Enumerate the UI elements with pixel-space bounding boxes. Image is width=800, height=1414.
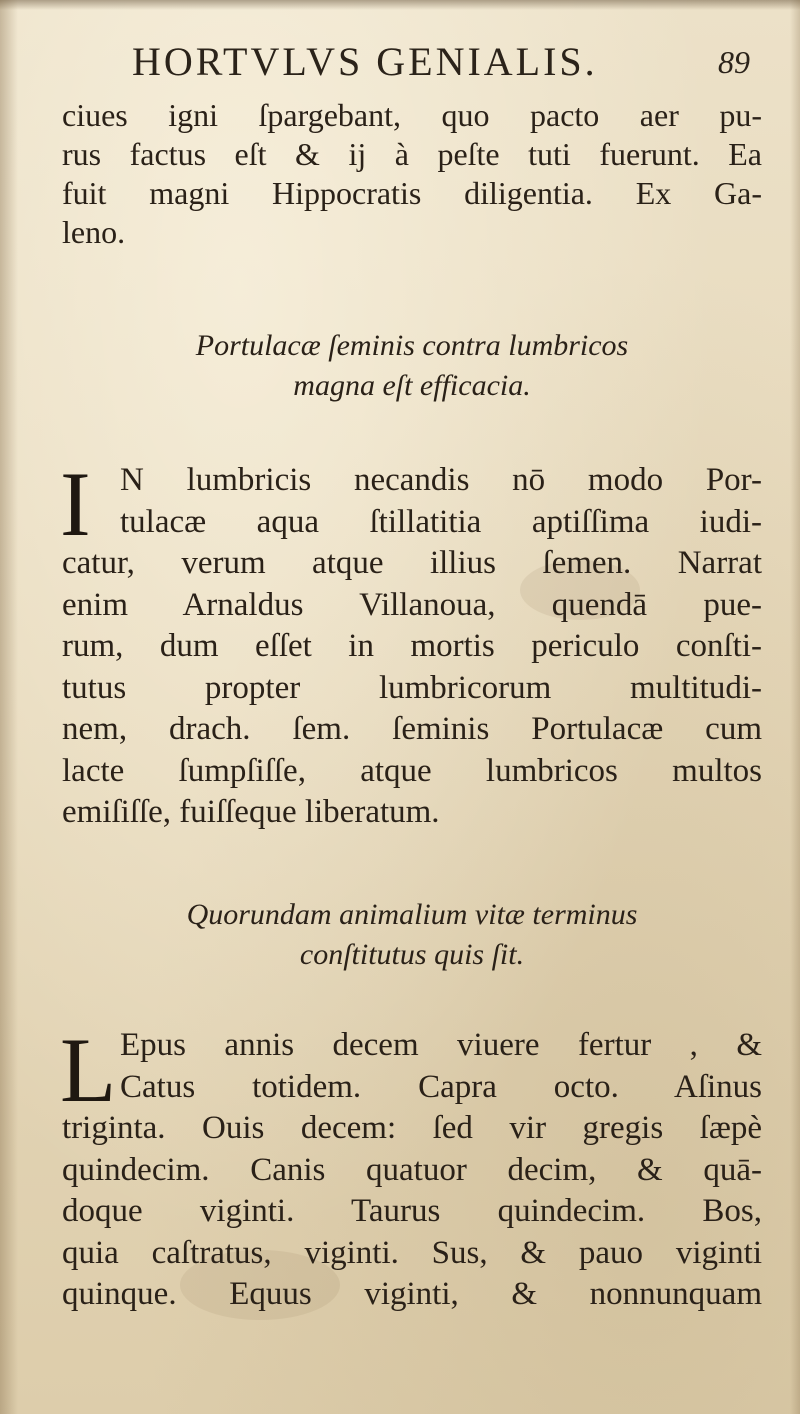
text-line: quindecim. Canis quatuor decim, & quā- — [62, 1151, 762, 1188]
running-title: HORTVLVS GENIALIS. — [132, 39, 598, 84]
text-line: rum, dum eſſet in mortis periculo conſti- — [62, 628, 762, 664]
section-heading-portulaca — [62, 326, 762, 406]
text-line: tutus propter lumbricorum multitudi- — [62, 669, 762, 706]
heading-line: Quorundam animalium vitæ terminus — [186, 898, 638, 931]
text-line: quinque. Equus viginti, & nonnunquam — [62, 1276, 762, 1312]
text-line: Epus annis decem viuere fertur , & — [120, 1027, 762, 1063]
page-number: 89 — [718, 44, 750, 80]
text-line: leno. — [62, 214, 126, 250]
page-edge-shadow-right — [790, 0, 800, 1414]
heading-line: conſtitutus quis ſit. — [299, 938, 525, 971]
text-line: fuit magni Hippocratis diligentia. Ex Ga- — [62, 175, 762, 211]
paragraph-portulaca — [60, 453, 762, 834]
drop-cap: L — [60, 1019, 117, 1121]
text-line: quia caſtratus, viginti. Sus, & pauo viginti — [62, 1234, 762, 1271]
text-line: nem, drach. ſem. ſeminis Portulacæ cum — [62, 711, 762, 747]
paragraph-continued — [62, 96, 762, 252]
text-line: enim Arnaldus Villanoua, quendā pue- — [62, 586, 762, 623]
text-line: ciues igni ſpargebant, quo pacto aer pu- — [62, 97, 762, 133]
text-line: lacte ſumpſiſſe, atque lumbricos multos — [62, 752, 762, 789]
text-line: catur, verum atque illius ſemen. Narrat — [62, 545, 762, 581]
text-line: N lumbricis necandis nō modo Por- — [120, 462, 762, 498]
text-line: triginta. Ouis decem: ſed vir gregis ſæpè — [62, 1110, 762, 1146]
heading-line: Portulacæ ſeminis contra lumbricos — [195, 329, 629, 362]
page-header — [120, 38, 760, 88]
text-line: emiſiſſe, fuiſſeque liberatum. — [62, 794, 440, 830]
text-line: tulacæ aqua ſtillatitia aptiſſima iudi- — [120, 503, 762, 540]
text-line: Catus totidem. Capra octo. Aſinus — [120, 1068, 762, 1105]
drop-cap: I — [60, 453, 91, 555]
page-edge-shadow-left — [0, 0, 18, 1414]
text-line: doque viginti. Taurus quindecim. Bos, — [62, 1193, 762, 1229]
page-edge-shadow-top — [0, 0, 800, 10]
paragraph-animals — [60, 1019, 762, 1316]
section-heading-animals — [62, 895, 762, 975]
heading-line: magna eſt efficacia. — [293, 369, 531, 402]
text-line: rus factus eſt & ij à peſte tuti fuerunt. Ea — [62, 136, 762, 172]
